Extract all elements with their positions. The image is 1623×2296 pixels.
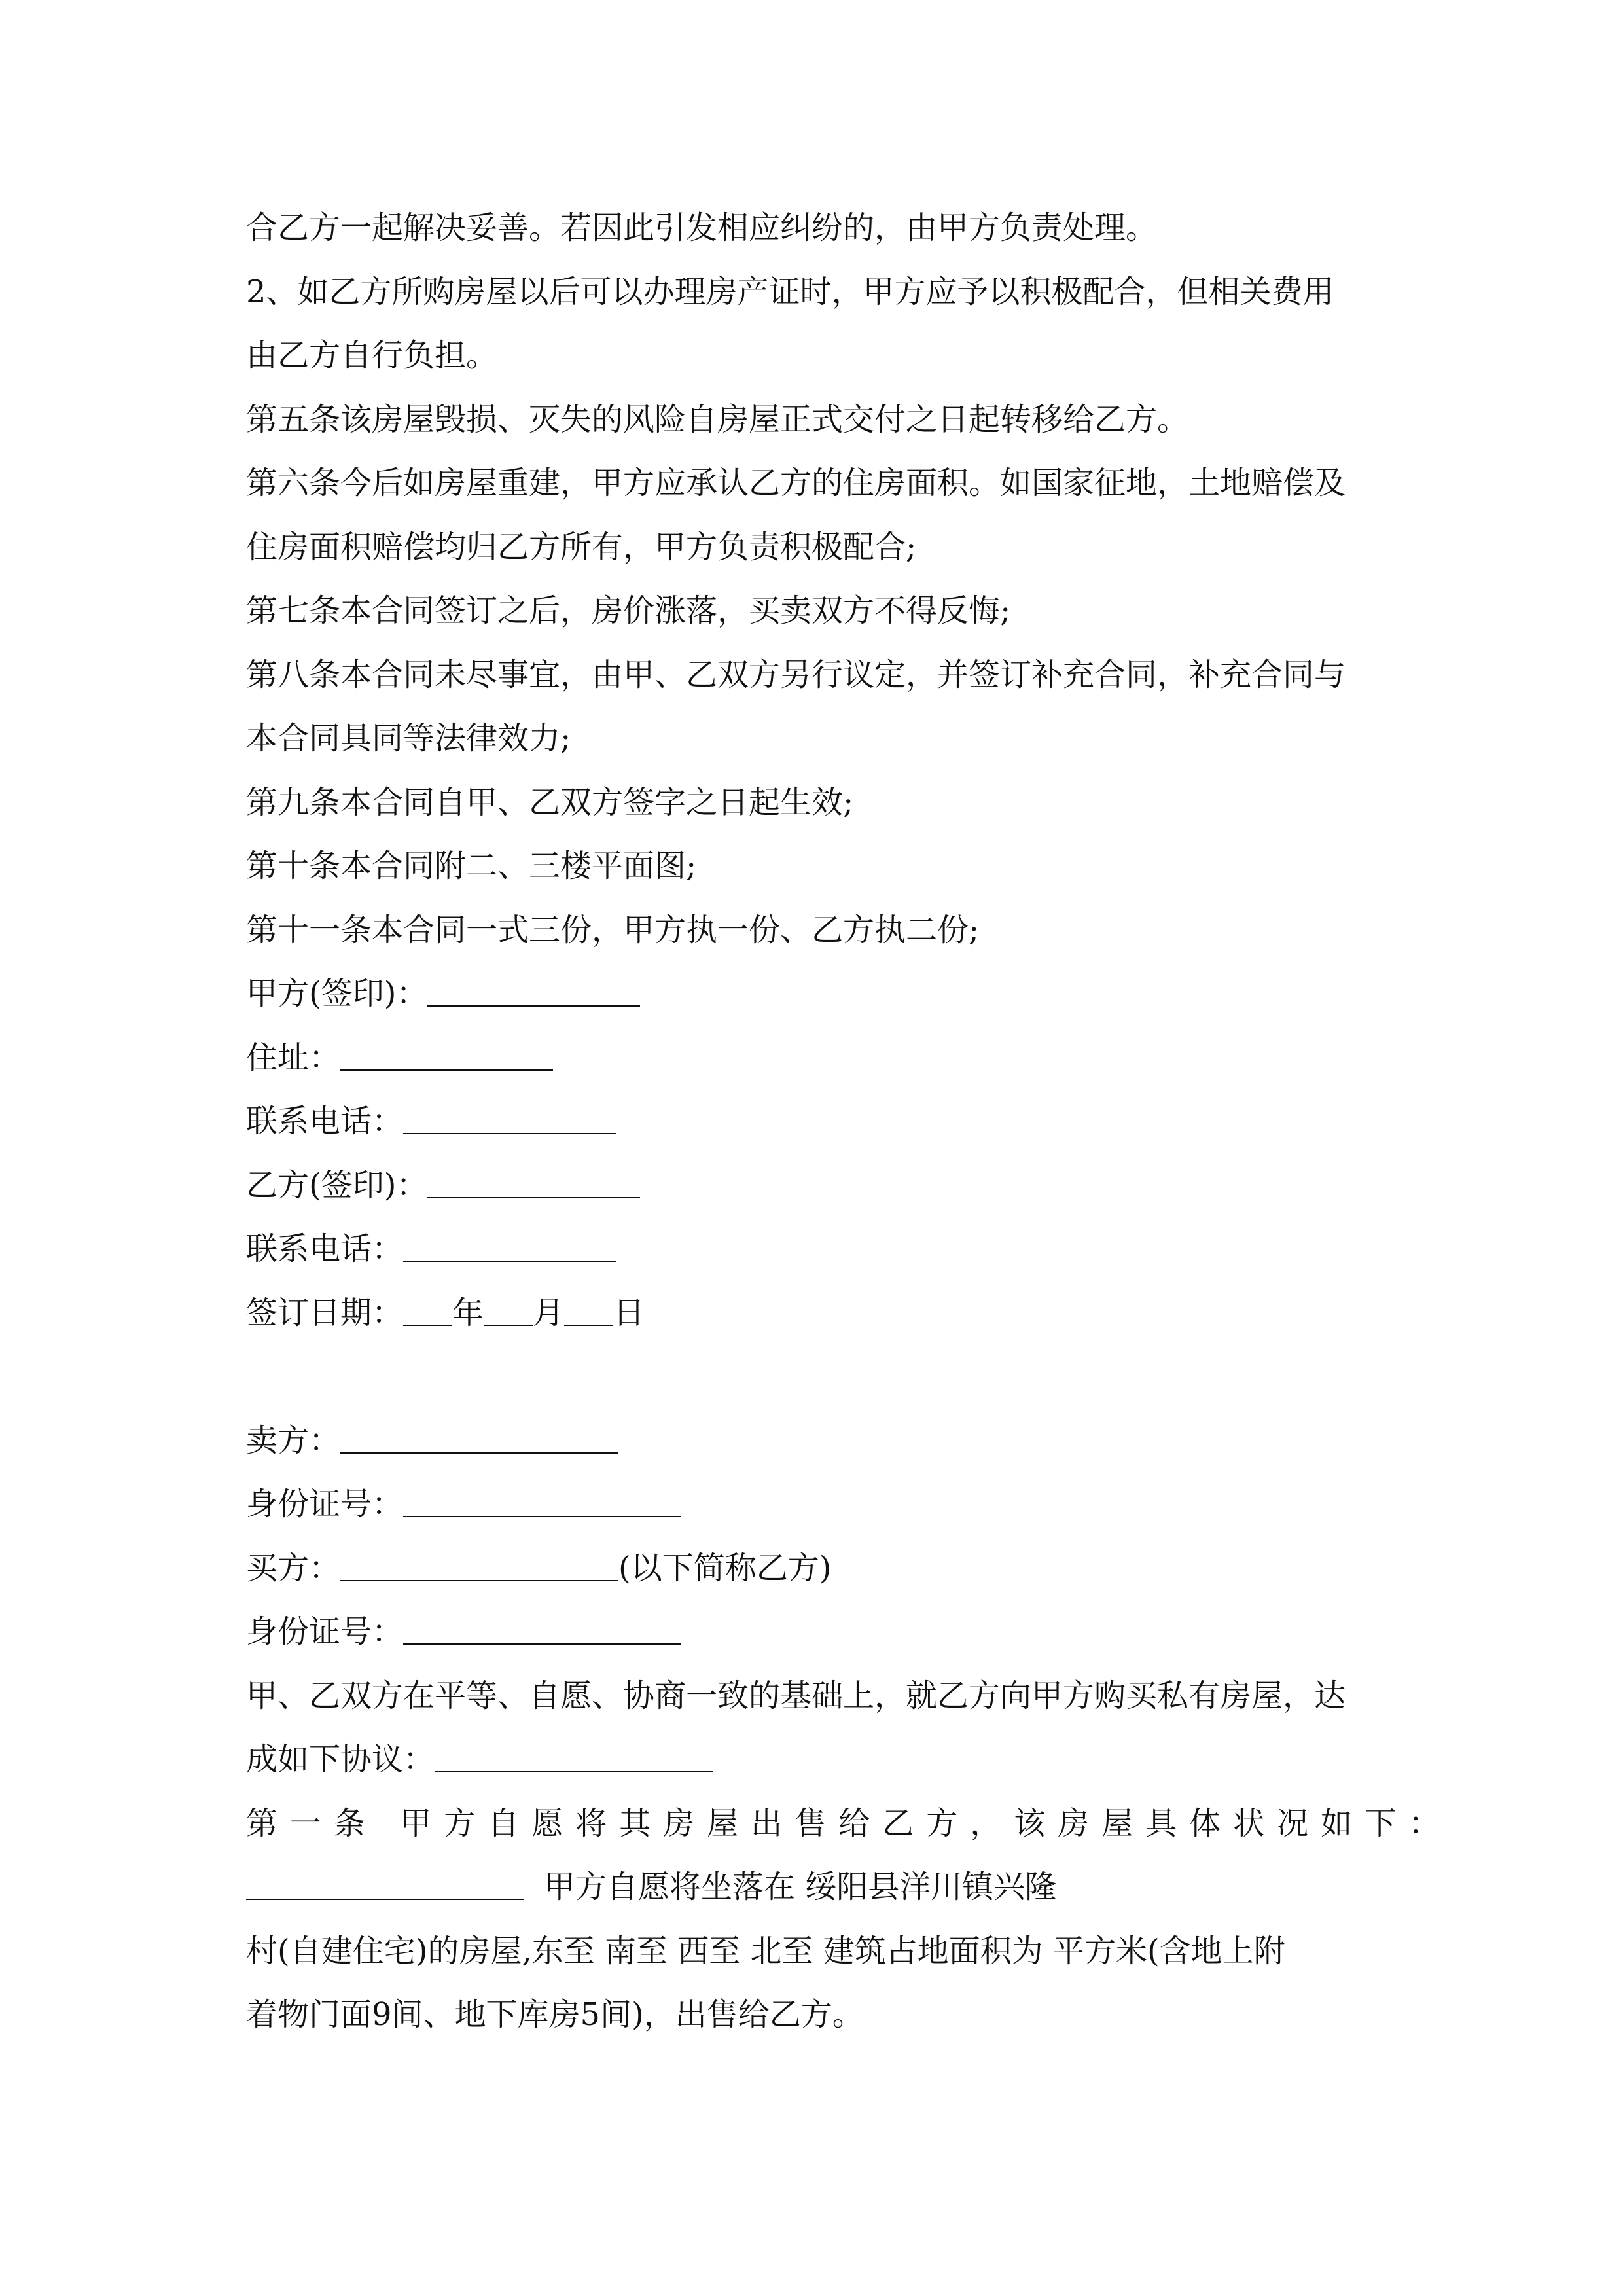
article-9: 第九条本合同自甲、乙双方签字之日起生效; [246,783,854,821]
intro-line-2: 成如下协议： [246,1741,435,1778]
article-1-line-4: 着物门面9间、地下库房5间)，出售给乙方。 [246,1996,864,2033]
article-10: 第十条本合同附二、三楼平面图; [246,848,697,884]
phone-blank-b [403,1229,616,1262]
party-a-signature-blank [427,974,640,1007]
party-a-signature-row [246,962,1378,1026]
article-1-line-2: 甲方自愿将坐落在 绥阳县洋川镇兴隆 [544,1869,1057,1905]
buyer-label: 买方： [246,1549,341,1587]
phone-blank-a [403,1102,616,1134]
article-8-line-2: 本合同具同等法律效力; [246,720,571,757]
article-1-line-1: 第一条 甲方自愿将其房屋出售给乙方，该房屋具体状况如下： [246,1804,1453,1842]
seller-blank [340,1421,618,1454]
address-blank [340,1038,553,1071]
text-line-3: 由乙方自行负担。 [246,337,498,374]
article-1-blank [246,1867,524,1900]
day-text: 日 [613,1294,645,1331]
buyer-id-row [246,1600,1378,1664]
buyer-blank [340,1549,618,1581]
text-line-2: 2、如乙方所购房屋以后可以办理房产证时，甲方应予以积极配合，但相关费用 [246,273,1334,310]
article-7: 第七条本合同签订之后，房价涨落，买卖双方不得反悔; [246,592,1011,629]
party-b-signature-row [246,1154,1378,1218]
buyer-id-blank [403,1612,681,1645]
seller-id-label: 身份证号： [246,1486,404,1522]
buyer-suffix: (以下简称乙方) [618,1549,832,1587]
article-11: 第十一条本合同一式三份，甲方执一份、乙方执二份; [246,911,980,948]
party-b-signature-blank [427,1166,640,1198]
address-row [246,1026,1378,1090]
article-6-line-2: 住房面积赔偿均归乙方所有，甲方负责积极配合; [246,528,917,565]
month-blank [484,1293,533,1326]
text-line-1: 合乙方一起解决妥善。若因此引发相应纠纷的，由甲方负责处理。 [246,209,1158,246]
intro-line-2-row [246,1728,1378,1792]
section-gap [246,1345,1378,1409]
date-label: 签订日期： [246,1294,404,1331]
phone-label-b: 联系电话： [246,1230,404,1267]
phone-row-a [246,1090,1378,1154]
buyer-id-label: 身份证号： [246,1613,404,1650]
article-8-line-1: 第八条本合同未尽事宜，由甲、乙双方另行议定，并签订补充合同，补充合同与 [246,656,1346,693]
party-a-label: 甲方(签印)： [246,975,428,1012]
year-text: 年 [452,1294,484,1331]
phone-row-b [246,1217,1378,1282]
year-blank [403,1293,452,1326]
address-label: 住址： [246,1039,341,1076]
seller-row [246,1409,1378,1473]
article-5: 第五条该房屋毁损、灭失的风险自房屋正式交付之日起转移给乙方。 [246,401,1189,438]
phone-label-a: 联系电话： [246,1103,404,1139]
signing-date-row [246,1282,1378,1346]
party-b-label: 乙方(签印)： [246,1166,428,1204]
buyer-row [246,1537,1378,1601]
seller-id-row [246,1473,1378,1537]
document-body [246,196,1453,2047]
article-1-line-3: 村(自建住宅)的房屋,东至 南至 西至 北至 建筑占地面积为 平方米(含地上附 [246,1932,1285,1969]
intro-line-1: 甲、乙双方在平等、自愿、协商一致的基础上，就乙方向甲方购买私有房屋，达 [246,1677,1346,1714]
article-6-line-1: 第六条今后如房屋重建，甲方应承认乙方的住房面积。如国家征地，土地赔偿及 [246,465,1346,501]
seller-label: 卖方： [246,1422,341,1459]
month-text: 月 [533,1294,565,1331]
seller-id-blank [403,1484,681,1517]
agreement-blank [435,1740,713,1772]
day-blank [564,1293,613,1326]
article-1-line-2-row [246,1856,1378,1920]
